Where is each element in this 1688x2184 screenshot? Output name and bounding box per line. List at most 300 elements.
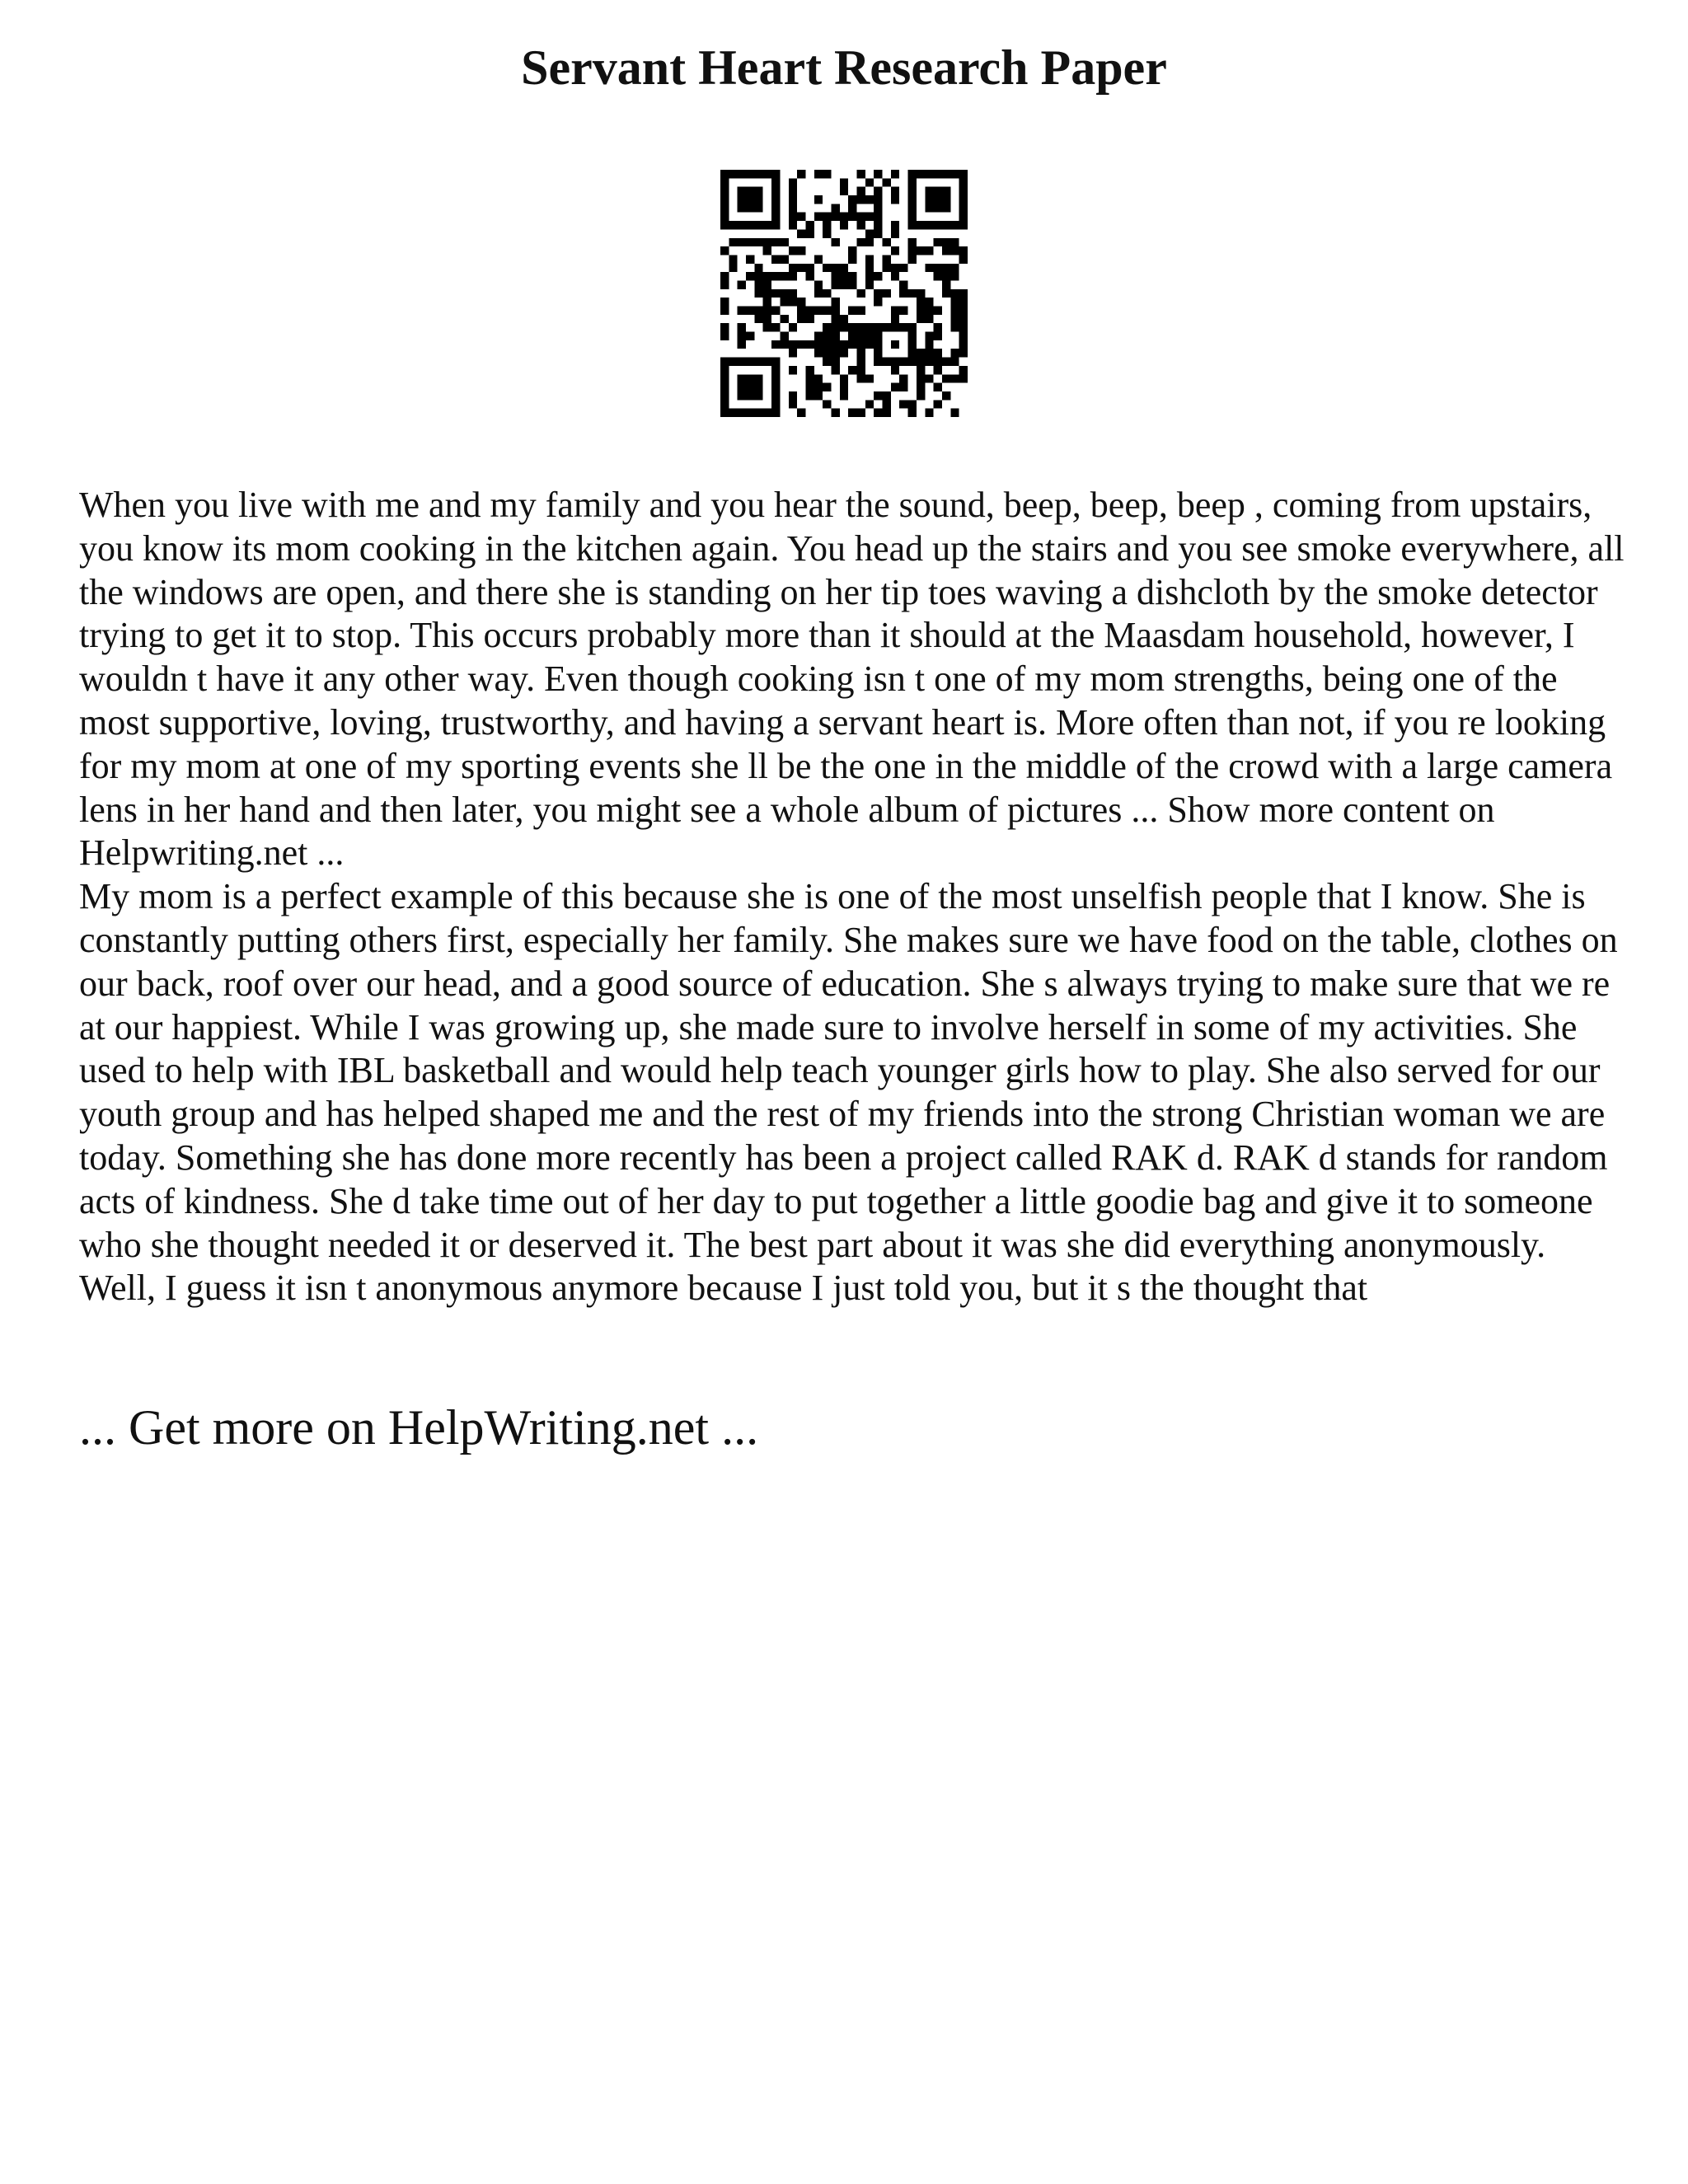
qr-module <box>789 178 797 186</box>
qr-module <box>823 358 831 366</box>
qr-module <box>771 383 780 391</box>
qr-module <box>771 221 780 229</box>
qr-module <box>908 323 917 331</box>
qr-module <box>754 170 762 178</box>
qr-module <box>840 272 848 280</box>
qr-module <box>934 187 942 195</box>
qr-module <box>763 298 771 306</box>
qr-module <box>754 315 762 323</box>
qr-module <box>746 307 754 315</box>
qr-module <box>814 289 823 298</box>
qr-module <box>908 358 917 366</box>
qr-module <box>789 221 797 229</box>
qr-module <box>857 195 865 204</box>
qr-module <box>857 238 865 246</box>
qr-module <box>780 332 788 340</box>
qr-module <box>865 213 874 221</box>
qr-module <box>831 340 839 349</box>
qr-module <box>771 366 780 374</box>
qr-module <box>874 340 882 349</box>
qr-module <box>746 221 754 229</box>
qr-module <box>789 323 797 331</box>
qr-module <box>746 204 754 212</box>
qr-module <box>925 374 933 382</box>
qr-module <box>840 213 848 221</box>
qr-module <box>899 264 907 272</box>
qr-module <box>908 221 917 229</box>
qr-module <box>720 170 729 178</box>
qr-module <box>959 298 968 306</box>
qr-module <box>874 298 882 306</box>
qr-module <box>763 323 771 331</box>
qr-module <box>754 221 762 229</box>
qr-module <box>891 246 899 255</box>
qr-module <box>840 187 848 195</box>
qr-module <box>805 264 814 272</box>
qr-module <box>925 195 933 204</box>
qr-module <box>883 178 891 186</box>
qr-module <box>925 315 933 323</box>
qr-module <box>789 213 797 221</box>
qr-module <box>942 238 950 246</box>
qr-module <box>959 315 968 323</box>
qr-module <box>857 307 865 315</box>
qr-module <box>763 307 771 315</box>
qr-module <box>857 374 865 382</box>
qr-module <box>746 383 754 391</box>
qr-module <box>771 358 780 366</box>
qr-module <box>959 366 968 374</box>
qr-module <box>857 366 865 374</box>
qr-module <box>891 315 899 323</box>
qr-module <box>865 229 874 237</box>
qr-module <box>959 255 968 263</box>
qr-module <box>942 358 950 366</box>
qr-module <box>908 246 917 255</box>
qr-module <box>763 358 771 366</box>
qr-module <box>917 366 925 374</box>
qr-module <box>942 195 950 204</box>
qr-module <box>908 349 917 357</box>
qr-module <box>959 170 968 178</box>
qr-module <box>917 221 925 229</box>
qr-module <box>720 358 729 366</box>
qr-module <box>908 204 917 212</box>
qr-module <box>950 315 959 323</box>
qr-module <box>805 340 814 349</box>
qr-module <box>729 409 737 417</box>
qr-module <box>805 307 814 315</box>
qr-module <box>942 204 950 212</box>
qr-module <box>959 349 968 357</box>
qr-module <box>883 255 891 263</box>
get-more-link[interactable]: ... Get more on HelpWriting.net ... <box>79 1400 759 1455</box>
qr-module <box>934 323 942 331</box>
qr-module <box>917 391 925 400</box>
qr-module <box>942 264 950 272</box>
qr-module <box>950 246 959 255</box>
qr-module <box>883 391 891 400</box>
qr-module <box>738 409 746 417</box>
paragraph-2: My mom is a perfect example of this because she is one of the most unselfish people that I know. She is constantly putting others first, especially her family. She makes sure we have food on the table, clothes on our back, roof over our head, and a good source of education. She s always trying to make sure that we re at our happiest. While I was growing up, she made sure to involve herself in some of my activities. She used to help with IBL basketball and would help teach younger girls how to play. She also served for our youth group and has helped shaped me and the rest of my friends into the strong Christian woman we are today. Something she has done more recently has been a project called RAK d. RAK d stands for random acts of kindness. She d take time out of her day to put together a little goodie bag and give it to someone who she thought needed it or deserved it. The best part about it was she did everything anonymously. Well, I guess it isn t anonymous anymore because I just told you, but it s the thought that <box>79 876 1618 1309</box>
qr-module <box>729 264 737 272</box>
qr-module <box>959 289 968 298</box>
qr-code-graphic <box>720 170 968 417</box>
qr-module <box>883 409 891 417</box>
qr-module <box>754 264 762 272</box>
qr-module <box>891 264 899 272</box>
qr-module <box>823 383 831 391</box>
qr-module <box>720 213 729 221</box>
qr-module <box>771 204 780 212</box>
qr-module <box>831 315 839 323</box>
qr-module <box>950 409 959 417</box>
qr-module <box>865 332 874 340</box>
qr-module <box>797 264 805 272</box>
qr-module <box>883 238 891 246</box>
qr-module <box>950 298 959 306</box>
qr-module <box>771 323 780 331</box>
qr-module <box>942 289 950 298</box>
qr-module <box>823 170 831 178</box>
qr-module <box>789 264 797 272</box>
qr-module <box>908 255 917 263</box>
qr-module <box>831 280 839 288</box>
qr-module <box>754 289 762 298</box>
qr-module <box>934 307 942 315</box>
qr-module <box>831 358 839 366</box>
qr-module <box>771 238 780 246</box>
qr-module <box>797 170 805 178</box>
qr-module <box>763 409 771 417</box>
qr-module <box>814 213 823 221</box>
qr-module <box>720 323 729 331</box>
qr-module <box>874 213 882 221</box>
qr-module <box>738 340 746 349</box>
qr-module <box>840 178 848 186</box>
page-title: Servant Heart Research Paper <box>521 40 1167 95</box>
qr-module <box>789 400 797 408</box>
qr-module <box>831 264 839 272</box>
qr-module <box>925 298 933 306</box>
qr-module <box>840 280 848 288</box>
qr-module <box>942 187 950 195</box>
qr-module <box>874 323 882 331</box>
qr-module <box>934 383 942 391</box>
qr-module <box>857 289 865 298</box>
qr-module <box>771 195 780 204</box>
qr-module <box>874 332 882 340</box>
qr-module <box>840 264 848 272</box>
qr-module <box>899 323 907 331</box>
qr-module <box>823 349 831 357</box>
qr-module <box>814 332 823 340</box>
qr-module <box>831 323 839 331</box>
qr-module <box>738 374 746 382</box>
qr-module <box>840 323 848 331</box>
qr-module <box>908 170 917 178</box>
qr-module <box>754 307 762 315</box>
qr-module <box>857 358 865 366</box>
qr-module <box>754 358 762 366</box>
qr-module <box>840 340 848 349</box>
qr-module <box>814 391 823 400</box>
qr-module <box>738 323 746 331</box>
qr-module <box>789 340 797 349</box>
qr-module <box>823 323 831 331</box>
qr-module <box>959 374 968 382</box>
qr-module <box>942 221 950 229</box>
qr-module <box>883 358 891 366</box>
qr-module <box>934 195 942 204</box>
qr-module <box>934 238 942 246</box>
qr-module <box>814 255 823 263</box>
qr-module <box>874 221 882 229</box>
qr-module <box>771 170 780 178</box>
qr-module <box>763 315 771 323</box>
qr-module <box>865 255 874 263</box>
qr-module <box>738 170 746 178</box>
qr-module <box>959 221 968 229</box>
qr-module <box>857 340 865 349</box>
qr-module <box>823 289 831 298</box>
qr-module <box>917 349 925 357</box>
qr-module <box>874 349 882 357</box>
qr-module <box>942 280 950 288</box>
qr-module <box>840 349 848 357</box>
qr-module <box>814 195 823 204</box>
qr-module <box>738 187 746 195</box>
qr-module <box>789 391 797 400</box>
qr-module <box>789 204 797 212</box>
qr-module <box>771 400 780 408</box>
qr-module <box>738 238 746 246</box>
qr-module <box>865 195 874 204</box>
qr-module <box>771 187 780 195</box>
qr-module <box>865 178 874 186</box>
qr-module <box>908 400 917 408</box>
qr-module <box>738 221 746 229</box>
qr-module <box>738 195 746 204</box>
qr-module <box>942 272 950 280</box>
qr-module <box>814 349 823 357</box>
qr-module <box>831 332 839 340</box>
qr-module <box>857 323 865 331</box>
qr-module <box>771 272 780 280</box>
qr-module <box>771 178 780 186</box>
qr-module <box>814 307 823 315</box>
qr-module <box>780 289 788 298</box>
qr-module <box>823 264 831 272</box>
qr-module <box>883 264 891 272</box>
qr-module <box>729 170 737 178</box>
qr-module <box>959 187 968 195</box>
qr-module <box>950 221 959 229</box>
qr-module <box>789 349 797 357</box>
qr-module <box>925 358 933 366</box>
qr-module <box>771 307 780 315</box>
qr-module <box>823 400 831 408</box>
qr-module <box>789 187 797 195</box>
qr-module <box>908 213 917 221</box>
qr-module <box>891 187 899 195</box>
qr-module <box>934 204 942 212</box>
qr-module <box>950 238 959 246</box>
qr-module <box>746 332 754 340</box>
qr-module <box>823 307 831 315</box>
qr-module <box>917 315 925 323</box>
qr-module <box>729 255 737 263</box>
qr-module <box>934 221 942 229</box>
qr-module <box>865 400 874 408</box>
qr-module <box>899 374 907 382</box>
qr-module <box>917 246 925 255</box>
qr-module <box>805 374 814 382</box>
qr-module <box>874 229 882 237</box>
qr-module <box>720 221 729 229</box>
qr-module <box>874 289 882 298</box>
qr-module <box>950 323 959 331</box>
qr-module <box>720 178 729 186</box>
qr-module <box>720 409 729 417</box>
qr-module <box>746 195 754 204</box>
qr-module <box>848 255 856 263</box>
qr-module <box>908 409 917 417</box>
qr-module <box>934 272 942 280</box>
qr-module <box>848 280 856 288</box>
qr-module <box>720 272 729 280</box>
qr-module <box>865 264 874 272</box>
qr-module <box>746 170 754 178</box>
qr-module <box>899 307 907 315</box>
qr-module <box>874 187 882 195</box>
qr-module <box>959 246 968 255</box>
qr-module <box>925 332 933 340</box>
qr-module <box>917 358 925 366</box>
qr-module <box>831 238 839 246</box>
qr-module <box>763 272 771 280</box>
qr-module <box>950 264 959 272</box>
qr-module <box>763 280 771 288</box>
qr-module <box>917 289 925 298</box>
qr-module <box>857 170 865 178</box>
qr-module <box>738 280 746 288</box>
qr-module <box>934 366 942 374</box>
qr-module <box>738 204 746 212</box>
qr-module <box>959 340 968 349</box>
qr-module <box>925 170 933 178</box>
qr-module <box>780 238 788 246</box>
qr-module <box>925 349 933 357</box>
qr-module <box>908 187 917 195</box>
qr-module <box>899 358 907 366</box>
qr-module <box>865 238 874 246</box>
qr-module <box>883 400 891 408</box>
qr-module <box>848 246 856 255</box>
qr-module <box>763 238 771 246</box>
qr-module <box>746 272 754 280</box>
qr-module <box>925 409 933 417</box>
qr-module <box>934 264 942 272</box>
qr-module <box>831 366 839 374</box>
qr-module <box>950 349 959 357</box>
qr-module <box>925 221 933 229</box>
qr-module <box>738 307 746 315</box>
qr-module <box>746 358 754 366</box>
qr-module <box>891 307 899 315</box>
qr-module <box>771 340 780 349</box>
qr-code-icon <box>720 170 968 417</box>
qr-module <box>908 238 917 246</box>
qr-module <box>823 340 831 349</box>
qr-module <box>917 170 925 178</box>
qr-module <box>771 391 780 400</box>
qr-module <box>891 195 899 204</box>
qr-module <box>925 204 933 212</box>
qr-module <box>891 383 899 391</box>
qr-module <box>720 187 729 195</box>
qr-module <box>950 170 959 178</box>
qr-module <box>771 255 780 263</box>
qr-module <box>950 374 959 382</box>
qr-module <box>720 246 729 255</box>
qr-module <box>942 374 950 382</box>
qr-module <box>831 213 839 221</box>
qr-module <box>720 298 729 306</box>
qr-module <box>848 213 856 221</box>
qr-module <box>874 272 882 280</box>
qr-module <box>959 213 968 221</box>
qr-module <box>831 409 839 417</box>
qr-module <box>917 298 925 306</box>
qr-module <box>805 272 814 280</box>
qr-module <box>814 383 823 391</box>
qr-module <box>729 221 737 229</box>
qr-module <box>831 349 839 357</box>
qr-module <box>874 358 882 366</box>
qr-module <box>763 221 771 229</box>
qr-module <box>908 178 917 186</box>
qr-module <box>865 280 874 288</box>
qr-module <box>874 409 882 417</box>
qr-module <box>891 340 899 349</box>
qr-module <box>814 170 823 178</box>
qr-module <box>805 383 814 391</box>
qr-module <box>823 332 831 340</box>
qr-module <box>874 391 882 400</box>
qr-module <box>874 170 882 178</box>
qr-module <box>857 187 865 195</box>
qr-module <box>925 187 933 195</box>
qr-module <box>883 289 891 298</box>
qr-module <box>780 340 788 349</box>
qr-module <box>746 238 754 246</box>
qr-module <box>789 366 797 374</box>
qr-module <box>771 213 780 221</box>
qr-module <box>865 374 874 382</box>
qr-module <box>959 178 968 186</box>
qr-module <box>959 195 968 204</box>
qr-module <box>814 340 823 349</box>
qr-module <box>934 358 942 366</box>
qr-module <box>874 195 882 204</box>
qr-module <box>950 358 959 366</box>
qr-module <box>746 391 754 400</box>
qr-module <box>805 229 814 237</box>
qr-module <box>746 374 754 382</box>
qr-module <box>729 358 737 366</box>
qr-module <box>959 307 968 315</box>
